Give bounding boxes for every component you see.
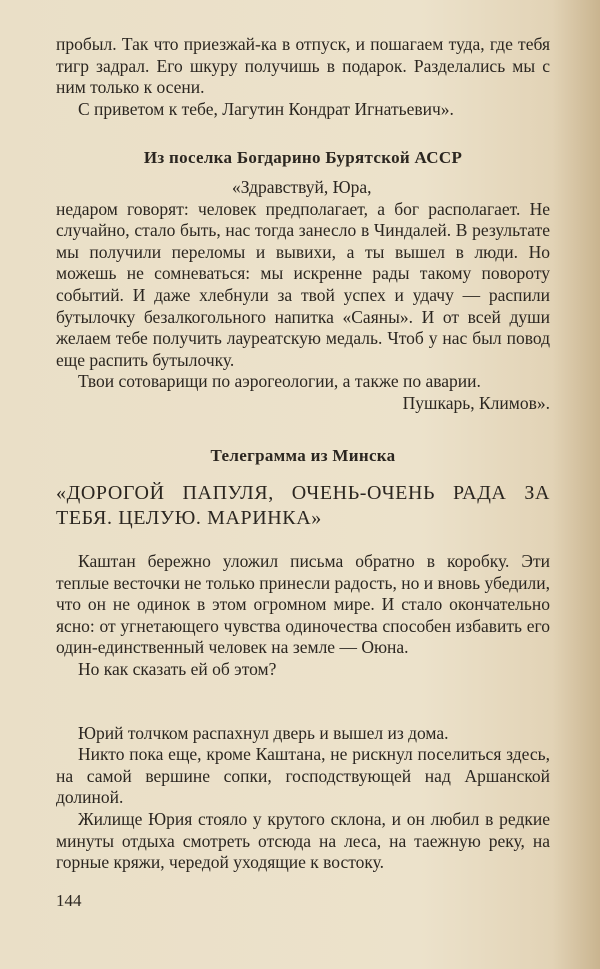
letter2-closing: Твои сотоварищи по аэрогеологии, а также по аварии. — [78, 371, 481, 392]
letter2-signature: Пушкарь, Климов». — [402, 392, 550, 413]
letter2-heading: Из поселка Богдарино Бурятской АССР — [143, 148, 463, 168]
letter1-signature: С приветом к тебе, Лагутин Кондрат Игнатьевич». — [78, 98, 454, 119]
page-number: 144 — [56, 891, 82, 910]
section-break — [56, 681, 550, 723]
narrative-paragraph-2: Но как сказать ей об этом? — [78, 659, 277, 680]
letter2-greeting: «Здравствуй, Юра, — [232, 176, 372, 197]
narrative-paragraph-3: Юрий толчком распахнул дверь и вышел из дома. — [78, 722, 449, 743]
narrative-paragraph-4: Никто пока еще, кроме Каштана, не рискнул поселиться здесь, на самой вершине сопки, господствующей над Аршанской долиной. — [56, 744, 550, 808]
letter1-ending: пробыл. Так что приезжай-ка в отпуск, и пошагаем туда, где тебя тигр задрал. Его шкуру получишь в подарок. Разделались мы с ним только к осени. — [56, 34, 550, 98]
narrative-paragraph-5: Жилище Юрия стояло у крутого склона, и он любил в редкие минуты отдыха смотреть отсюда на леса, на таежную реку, на горные кряжи, чередой уходящие к востоку. — [56, 809, 550, 873]
narrative-paragraph-1: Каштан бережно уложил письма обратно в коробку. Эти теплые весточки не только принесли радость, но и вновь убедили, что он не одинок в этом огромном мире. И стало окончательно ясно: от угнетающего чувства одиночества способен избавить его один-единственный человек на земле — Оюна. — [56, 551, 550, 658]
letter2-body: недаром говорят: человек предполагает, а бог располагает. Не случайно, стало быть, нас тогда занесло в Чиндалей. В результате мы получили переломы и вывихи, а ты вышел в люди. Но можешь не сомневаться: мы искренне рады такому повороту событий. И даже хлебнули за твой успех и удачу — распили бутылочку безалкогольного напитка «Саяны». И от всей души желаем тебе получить лауреатскую медаль. Чтоб у нас был повод еще распить бутылочку. — [56, 198, 550, 370]
page-text — [56, 34, 550, 874]
telegram-heading: Телеграмма из Минска — [210, 445, 396, 465]
telegram-text: «ДОРОГОЙ ПАПУЛЯ, ОЧЕНЬ-ОЧЕНЬ РАДА ЗА ТЕБЯ. ЦЕЛУЮ. МАРИНКА» — [56, 482, 550, 530]
